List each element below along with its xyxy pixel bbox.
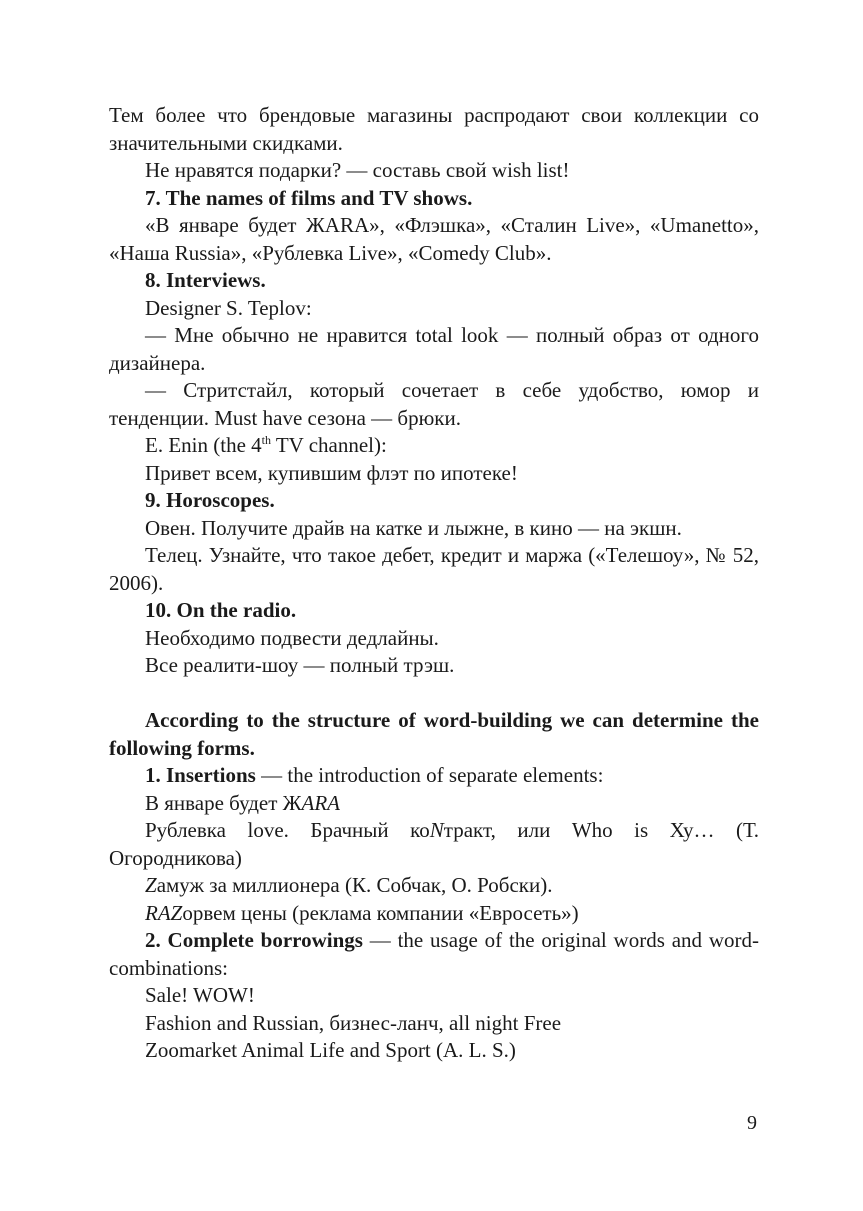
paragraph-sale: Sale! WOW! <box>145 983 255 1007</box>
paragraph-streetstyle: — Стритстайл, который сочетает в себе удобство, юмор и тенденции. Must have сезона — брюки. <box>109 378 759 430</box>
razorvem-post: орвем цены (реклама компании «Евросеть») <box>182 900 579 925</box>
paragraph-taurus: Телец. Узнайте, что такое дебет, кредит и маржа («Телешоу», № 52, 2006). <box>109 543 759 595</box>
heading-interviews-text: 8. Interviews. <box>145 268 266 292</box>
rublevka-pre: Рублевка love. Брачный ко <box>145 818 430 842</box>
paragraph-designer: Designer S. Teplov: <box>145 295 312 320</box>
page-body <box>109 102 759 1065</box>
paragraph-reality-show: Все реалити-шоу — полный трэш. <box>145 653 455 677</box>
zamuzh-italic: Z <box>145 873 157 897</box>
paragraph-aries: Овен. Получите драйв на катке и лыжне, в кино — на экшн. <box>145 515 682 540</box>
paragraph-film-titles: «В январе будет ЖARA», «Флэшка», «Сталин Live», «Umanetto», «Наша Russia», «Рублевка Live», «Comedy Club». <box>109 213 759 265</box>
enin-superscript: th <box>261 433 271 447</box>
rublevka-post: тракт, или Who is Ху… (Т. Огородникова) <box>109 818 759 870</box>
paragraph-zhara <box>109 790 759 818</box>
paragraph-insertions <box>109 762 759 790</box>
zamuzh-post: амуж за миллионера (К. Собчак, О. Робски). <box>156 873 553 897</box>
heading-interviews <box>109 267 759 295</box>
paragraph-razorvem <box>109 900 759 928</box>
borrowings-label: 2. Complete borrowings <box>145 928 363 952</box>
paragraph-brand-stores: Тем более что брендовые магазины распродают свои коллекции со значительными скидками. <box>109 103 759 155</box>
paragraph-zoomarket: Zoomarket Animal Life and Sport (A. L. S.) <box>145 1038 516 1062</box>
zhara-pre: В январе будет Ж <box>145 790 302 815</box>
paragraph-enin <box>109 432 759 460</box>
heading-radio-text: 10. On the radio. <box>145 598 297 622</box>
paragraph-borrowings <box>109 927 759 982</box>
heading-horoscopes <box>109 487 759 515</box>
paragraph-wish-list: Не нравятся подарки? — составь свой wish list! <box>145 158 570 182</box>
word-building-text: According to the structure of word-building we can determine the following forms. <box>109 708 759 760</box>
page-number: 9 <box>747 1112 757 1134</box>
paragraph-word-building <box>109 707 759 762</box>
insertions-desc: — the introduction of separate elements: <box>255 763 604 787</box>
paragraph-zamuzh <box>109 872 759 900</box>
paragraph-total-look: — Мне обычно не нравится total look — полный образ от одного дизайнера. <box>109 323 759 375</box>
paragraph-rublevka <box>109 817 759 872</box>
heading-horoscopes-text: 9. Horoscopes. <box>145 488 275 512</box>
heading-radio <box>109 597 759 625</box>
heading-films-tv-text: 7. The names of films and TV shows. <box>145 185 473 210</box>
rublevka-italic: N <box>429 818 444 842</box>
paragraph-fashion: Fashion and Russian, бизнес-ланч, all night Free <box>145 1010 562 1035</box>
heading-films-tv <box>109 185 759 213</box>
insertions-label: 1. Insertions <box>145 763 256 787</box>
enin-text-post: TV channel): <box>270 433 387 457</box>
zhara-italic: ARA <box>301 790 340 815</box>
borrowings-desc: — the usage of the original words and word-combinations: <box>109 928 759 980</box>
razorvem-italic: RAZ <box>145 900 183 925</box>
paragraph-greeting: Привет всем, купившим флэт по ипотеке! <box>145 460 518 485</box>
paragraph-deadlines: Необходимо подвести дедлайны. <box>145 625 439 650</box>
enin-text-pre: E. Enin (the 4 <box>145 433 262 457</box>
